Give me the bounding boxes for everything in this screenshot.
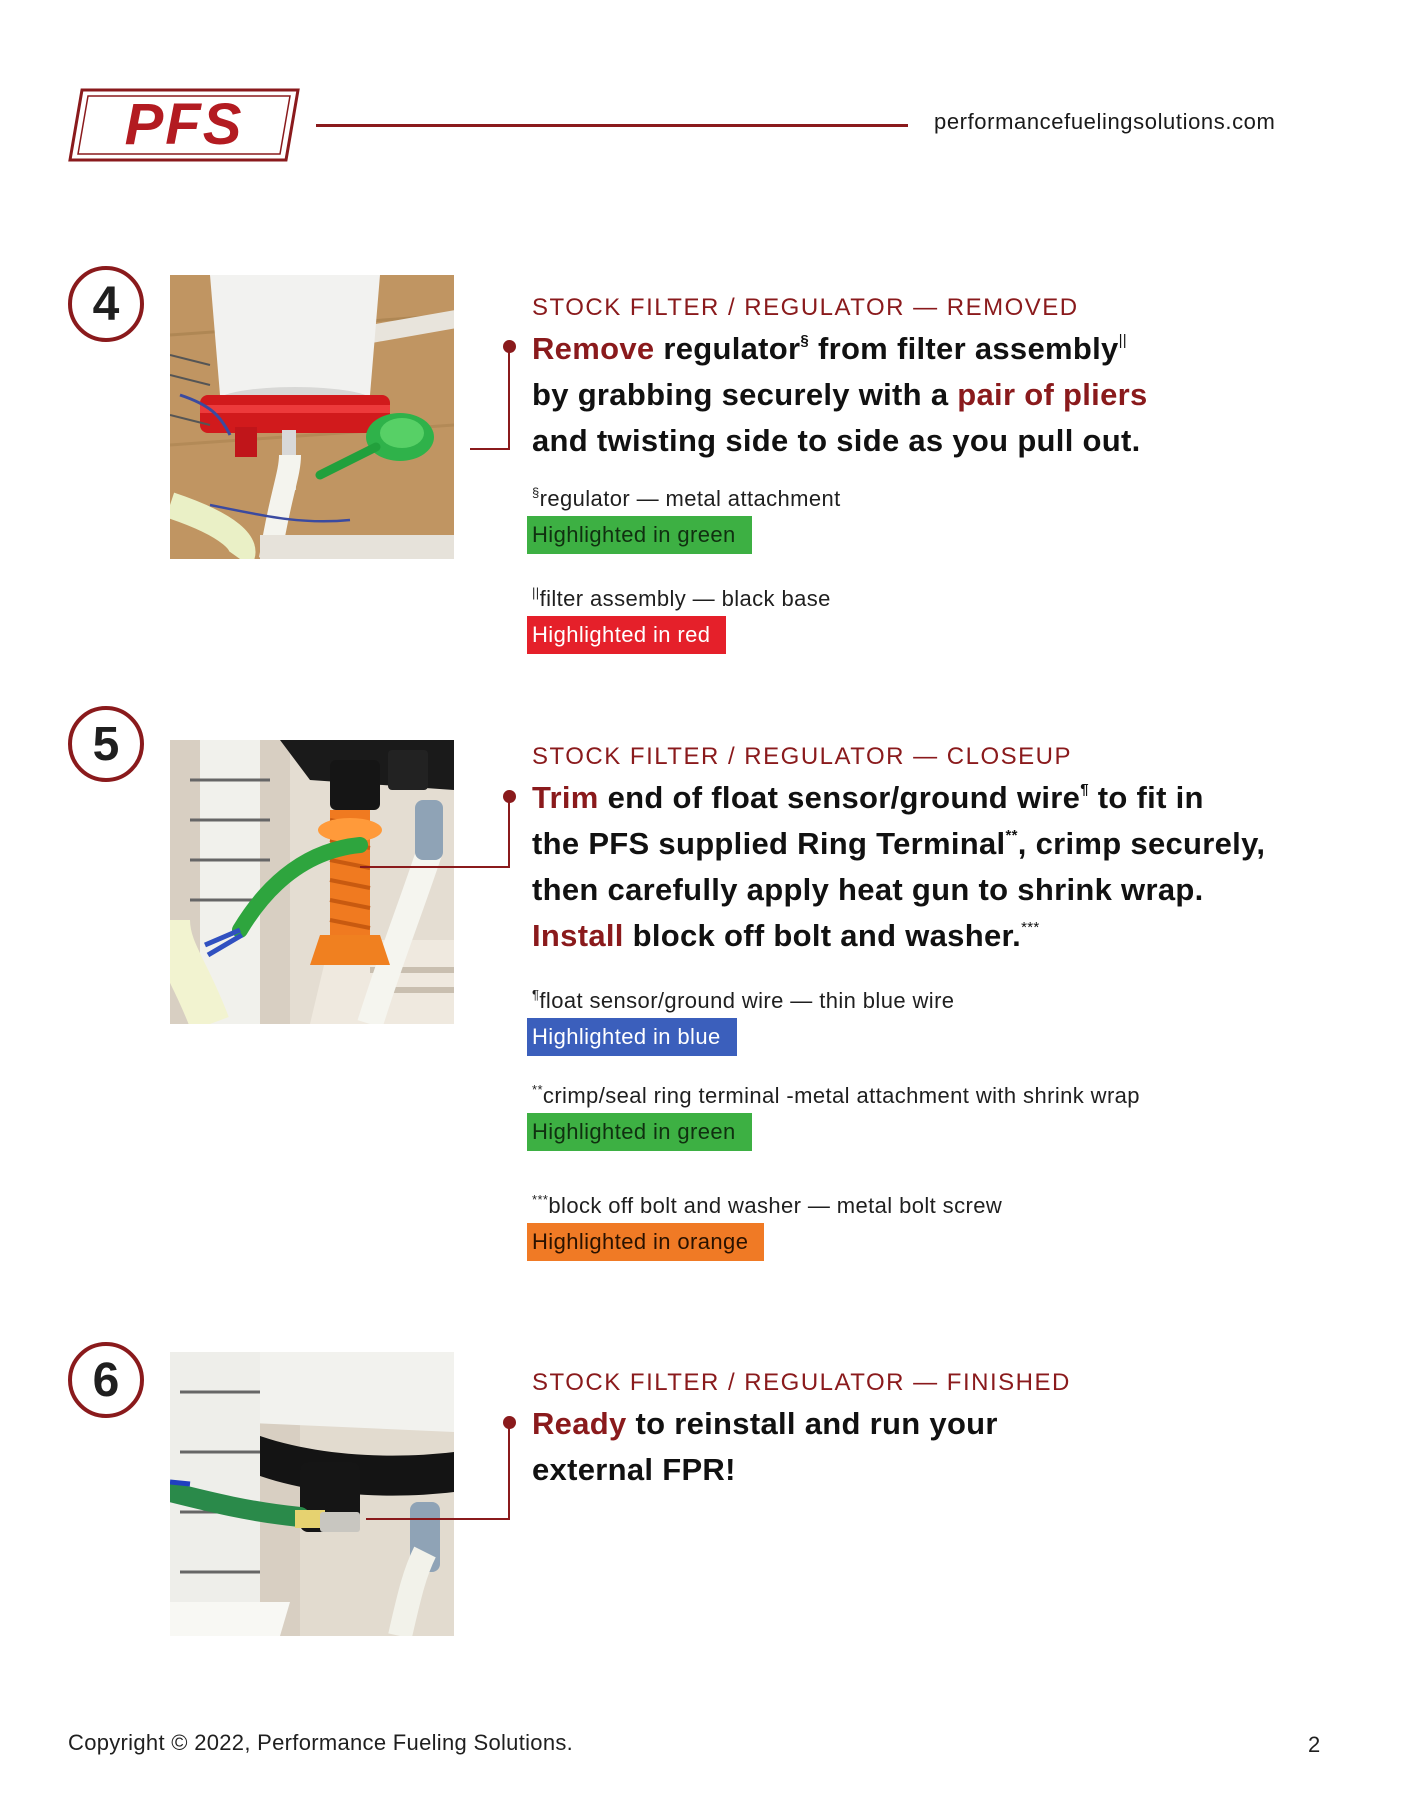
pfs-logo [68,88,300,162]
step-6-instruction-line-1: Ready to reinstall and run your [532,1406,998,1441]
footnote-filter-assembly: ||filter assembly — black base [532,585,831,611]
leader-line-vertical [508,1423,510,1519]
step-4-instruction-line-3: and twisting side to side as you pull out. [532,423,1141,458]
step-4-instruction-line-2: by grabbing securely with a pair of pliers [532,377,1148,412]
footnote-ring-terminal: **crimp/seal ring terminal -metal attachment with shrink wrap [532,1082,1140,1108]
step-6-photo [170,1352,454,1636]
footnote-marker: ¶ [1080,781,1089,798]
step-5-instruction-line-1: Trim end of float sensor/ground wire¶ to fit in [532,780,1204,815]
highlight-badge-green: Highlighted in green [527,1113,752,1151]
step-4-title: STOCK FILTER / REGULATOR — REMOVED [532,294,1079,321]
action-verb: Remove [532,331,655,366]
step-5-instruction-line-4: Install block off bolt and washer.*** [532,918,1040,953]
leader-line-vertical [508,797,510,867]
footnote-marker: || [1118,332,1127,349]
leader-line-horizontal [470,448,510,450]
footnote-marker: § [800,332,810,349]
step-5-photo [170,740,454,1024]
footnote-float-sensor: ¶float sensor/ground wire — thin blue wire [532,987,955,1013]
step-5-instruction-line-2: the PFS supplied Ring Terminal**, crimp securely, [532,826,1266,861]
highlight-badge-green: Highlighted in green [527,516,752,554]
footnote-block-off-bolt: ***block off bolt and washer — metal bolt screw [532,1192,1003,1218]
step-6-instruction-line-2: external FPR! [532,1452,736,1487]
page-number: 2 [1308,1732,1321,1757]
action-verb: Install [532,918,624,953]
copyright-notice: Copyright © 2022, Performance Fueling Solutions. [68,1730,574,1755]
website-url: performancefuelingsolutions.com [934,109,1276,134]
leader-line-vertical [508,347,510,449]
step-number-6: 6 [68,1342,144,1418]
leader-line-horizontal [366,1518,510,1520]
highlight-badge-red: Highlighted in red [527,616,726,654]
step-4-instruction-line-1: Remove regulator§ from filter assembly|| [532,331,1127,366]
step-6-title: STOCK FILTER / REGULATOR — FINISHED [532,1369,1071,1396]
action-verb: Trim [532,780,599,815]
footnote-regulator: §regulator — metal attachment [532,485,841,511]
step-5-title: STOCK FILTER / REGULATOR — CLOSEUP [532,743,1072,770]
tool-highlight: pair of pliers [957,377,1148,412]
step-5-instruction-line-3: then carefully apply heat gun to shrink wrap. [532,872,1204,907]
footnote-marker: ** [1005,827,1018,844]
highlight-badge-orange: Highlighted in orange [527,1223,764,1261]
logo-text: PFS [124,92,244,157]
highlight-badge-blue: Highlighted in blue [527,1018,737,1056]
step-4-photo [170,275,454,559]
leader-line-horizontal [360,866,510,868]
step-number-5: 5 [68,706,144,782]
pfs-logo-graphic [68,88,300,162]
step-number-4: 4 [68,266,144,342]
footnote-marker: *** [1021,919,1040,936]
action-verb: Ready [532,1406,627,1441]
header-rule [316,124,908,127]
